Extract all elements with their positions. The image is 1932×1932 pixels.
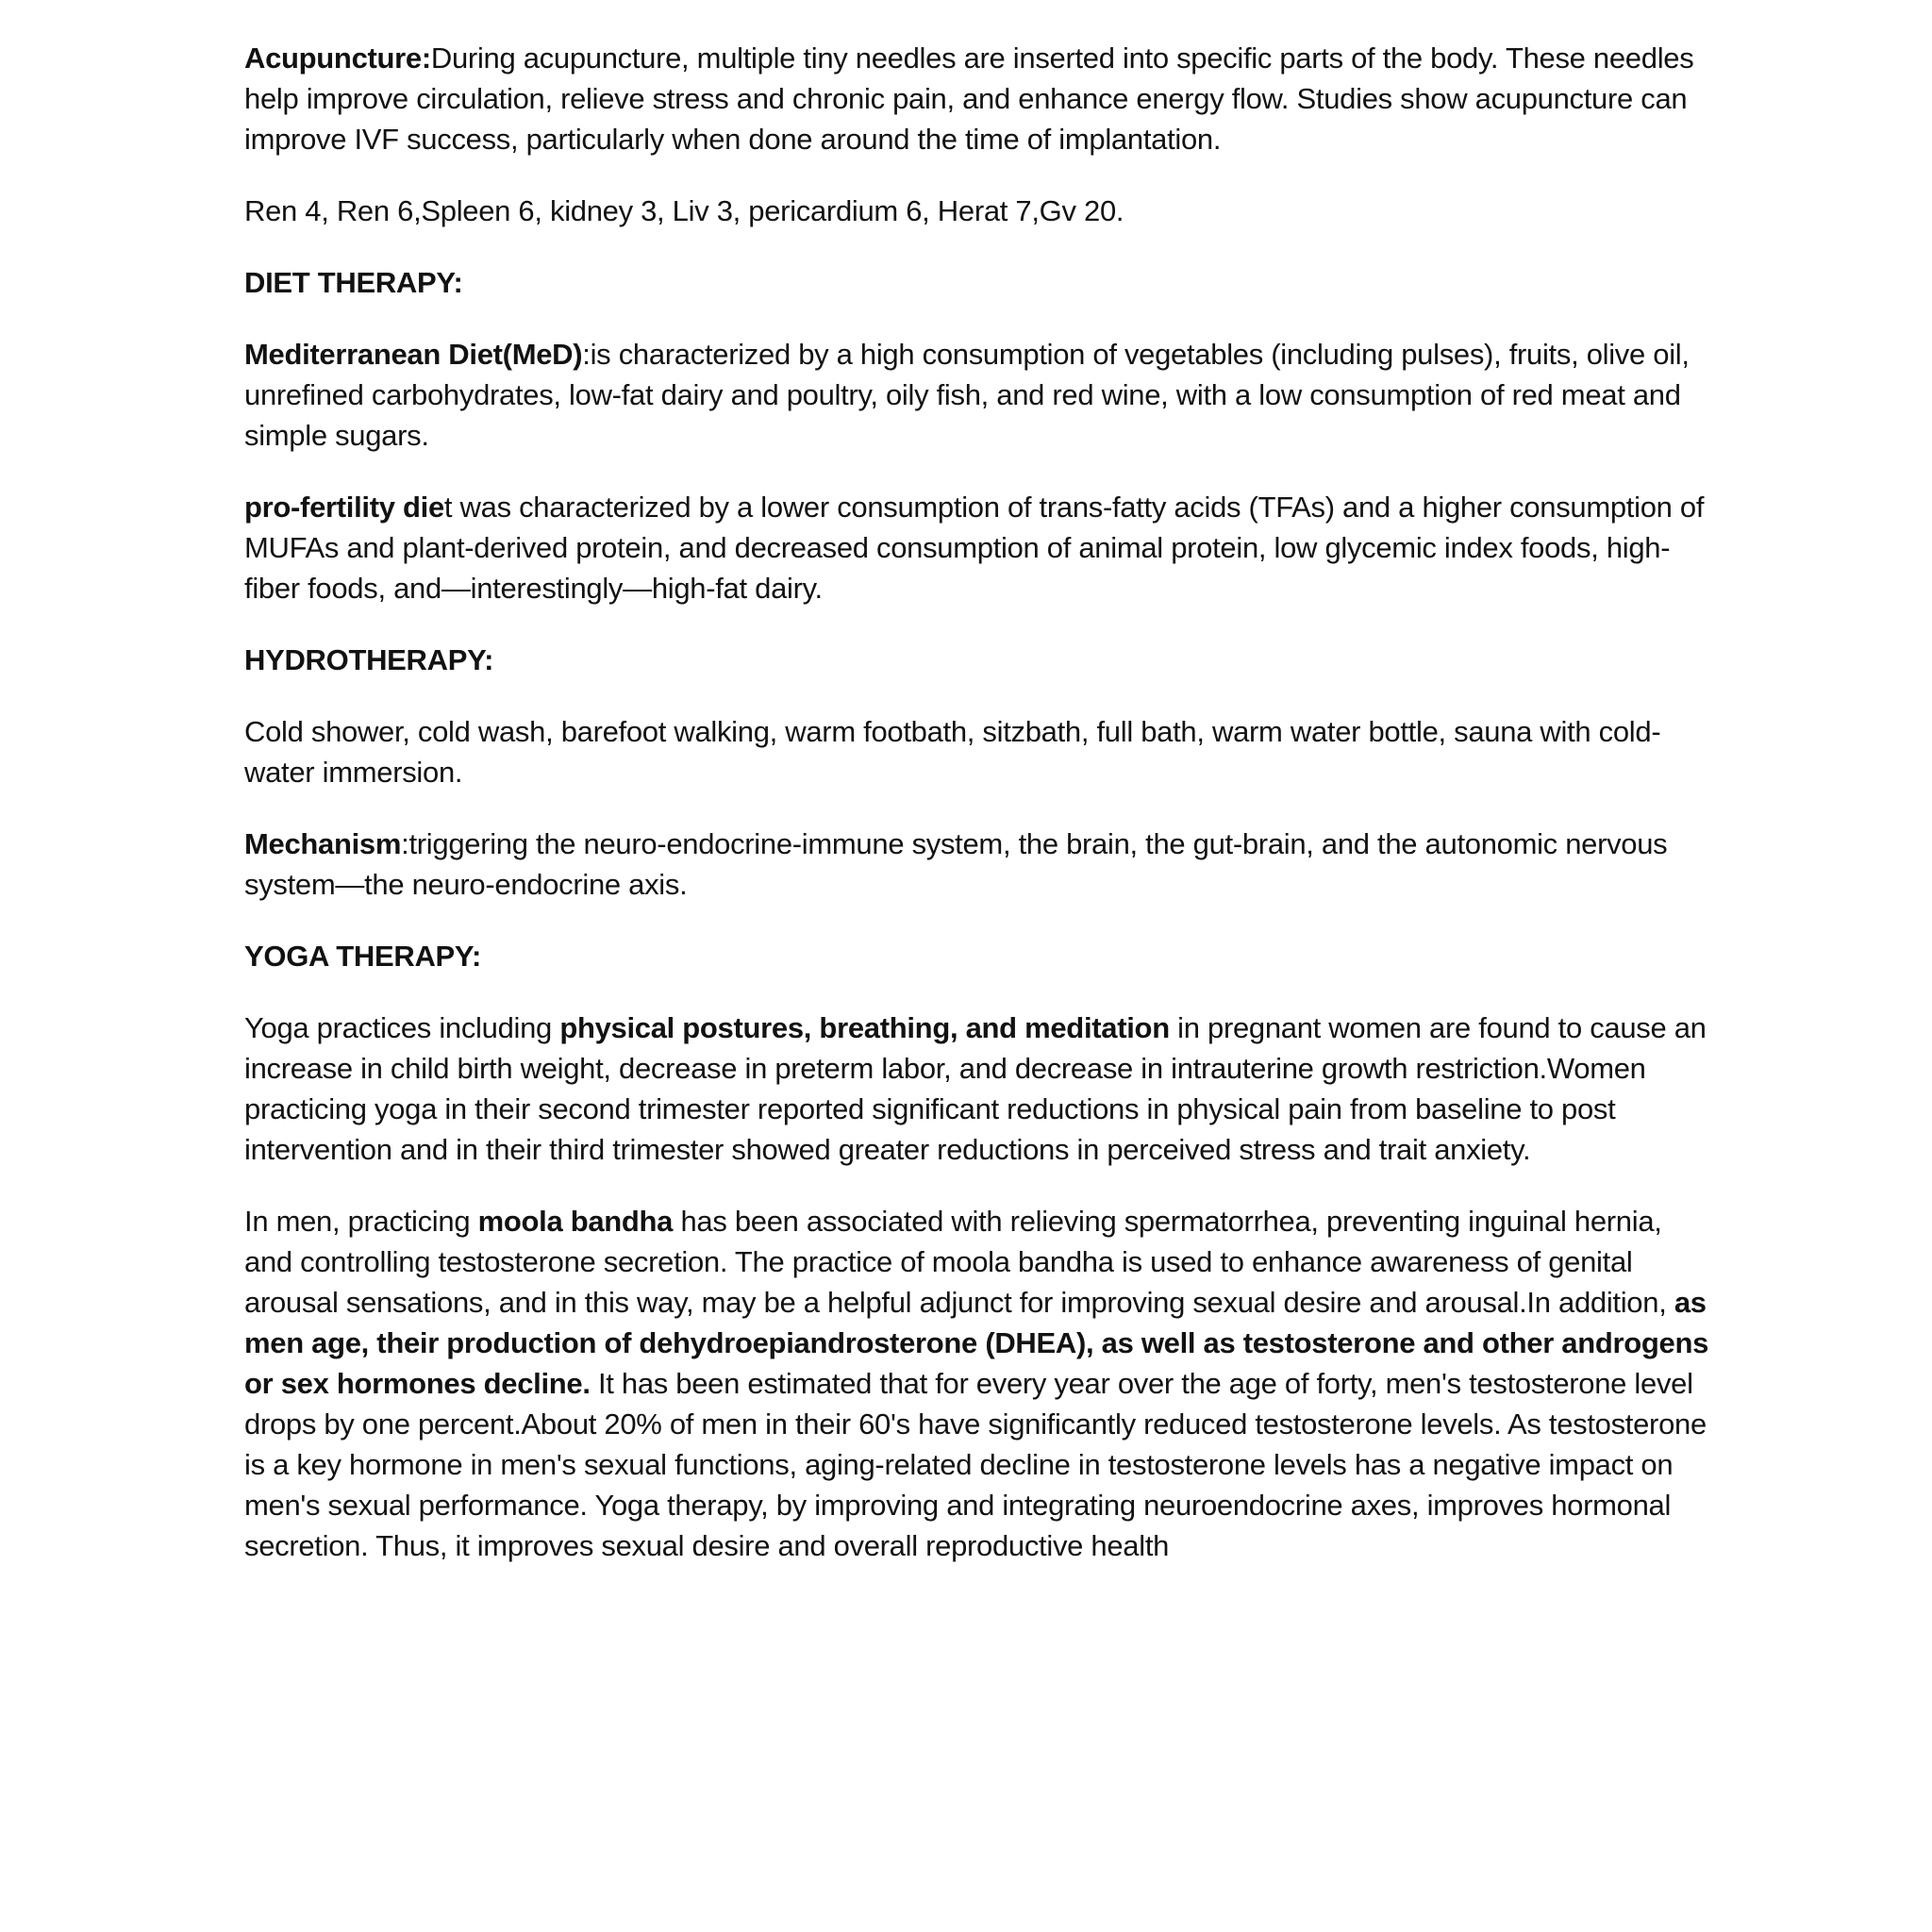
bold-text-run: as men age, their production of dehydroepiandrosterone (DHEA), as well as testosterone and other androgens or sex hormones decline. (244, 1286, 1709, 1400)
bold-text-run: Mediterranean Diet(MeD) (244, 338, 583, 371)
bold-text-run: DIET THERAPY: (244, 266, 463, 299)
text-run: has been associated with relieving spermatorrhea, preventing inguinal hernia, and controlling testosterone secretion. The practice of moola bandha is used to enhance awareness of genital arousal sensations, and in this way, may be a helpful adjunct for improving sexual desire and arousal.In addition, (244, 1205, 1674, 1319)
text-run: Ren 4, Ren 6,Spleen 6, kidney 3, Liv 3, pericardium 6, Herat 7,Gv 20. (244, 194, 1124, 227)
paragraph (244, 711, 1713, 792)
paragraph (244, 1201, 1713, 1566)
paragraph (244, 824, 1713, 905)
text-run: Cold shower, cold wash, barefoot walking, warm footbath, sitzbath, full bath, warm water bottle, sauna with cold-water immersion. (244, 715, 1661, 789)
text-run: It has been estimated that for every year over the age of forty, men's testosterone level drops by one percent.About 20% of men in their 60's have significantly reduced testosterone levels. As testosterone is a key hormone in men's sexual functions, aging-related decline in testosterone levels has a negative impact on men's sexual performance. Yoga therapy, by improving and integrating neuroendocrine axes, improves hormonal secretion. Thus, it improves sexual desire and overall reproductive health (244, 1367, 1707, 1562)
section-heading (244, 262, 1713, 303)
bold-text-run: YOGA THERAPY: (244, 940, 482, 973)
text-run: :is characterized by a high consumption of vegetables (including pulses), fruits, olive oil, unrefined carbohydrates, low-fat dairy and poultry, oily fish, and red wine, with a low consumption of red meat and simple sugars. (244, 338, 1690, 452)
text-run: In men, practicing (244, 1205, 478, 1238)
bold-text-run: physical postures, breathing, and meditation (559, 1011, 1170, 1044)
text-run: in pregnant women are found to cause an increase in child birth weight, decrease in preterm labor, and decrease in intrauterine growth restriction.Women practicing yoga in their second trimester reported significant reductions in physical pain from baseline to post intervention and in their third trimester showed greater reductions in perceived stress and trait anxiety. (244, 1011, 1707, 1166)
text-run: During acupuncture, multiple tiny needles are inserted into specific parts of the body. These needles help improve circulation, relieve stress and chronic pain, and enhance energy flow. Studies show acupuncture can improve IVF success, particularly when done around the time of implantation. (244, 42, 1694, 156)
paragraph (244, 191, 1713, 231)
paragraph (244, 487, 1713, 608)
paragraph (244, 1008, 1713, 1170)
bold-text-run: Mechanism (244, 827, 402, 860)
text-run: t was characterized by a lower consumption of trans-fatty acids (TFAs) and a higher consumption of MUFAs and plant-derived protein, and decreased consumption of animal protein, low glycemic index foods, high-fiber foods, and—interestingly—high-fat dairy. (244, 491, 1705, 605)
text-run: :triggering the neuro-endocrine-immune system, the brain, the gut-brain, and the autonomic nervous system—the neuro-endocrine axis. (244, 827, 1668, 901)
paragraph (244, 38, 1713, 159)
bold-text-run: moola bandha (477, 1205, 674, 1238)
bold-text-run: Acupuncture: (244, 42, 431, 75)
bold-text-run: pro-fertility die (244, 491, 444, 524)
document-content (244, 38, 1713, 1566)
bold-text-run: HYDROTHERAPY: (244, 643, 494, 676)
paragraph (244, 334, 1713, 456)
section-heading (244, 936, 1713, 976)
section-heading (244, 640, 1713, 680)
text-run: Yoga practices including (244, 1011, 560, 1044)
